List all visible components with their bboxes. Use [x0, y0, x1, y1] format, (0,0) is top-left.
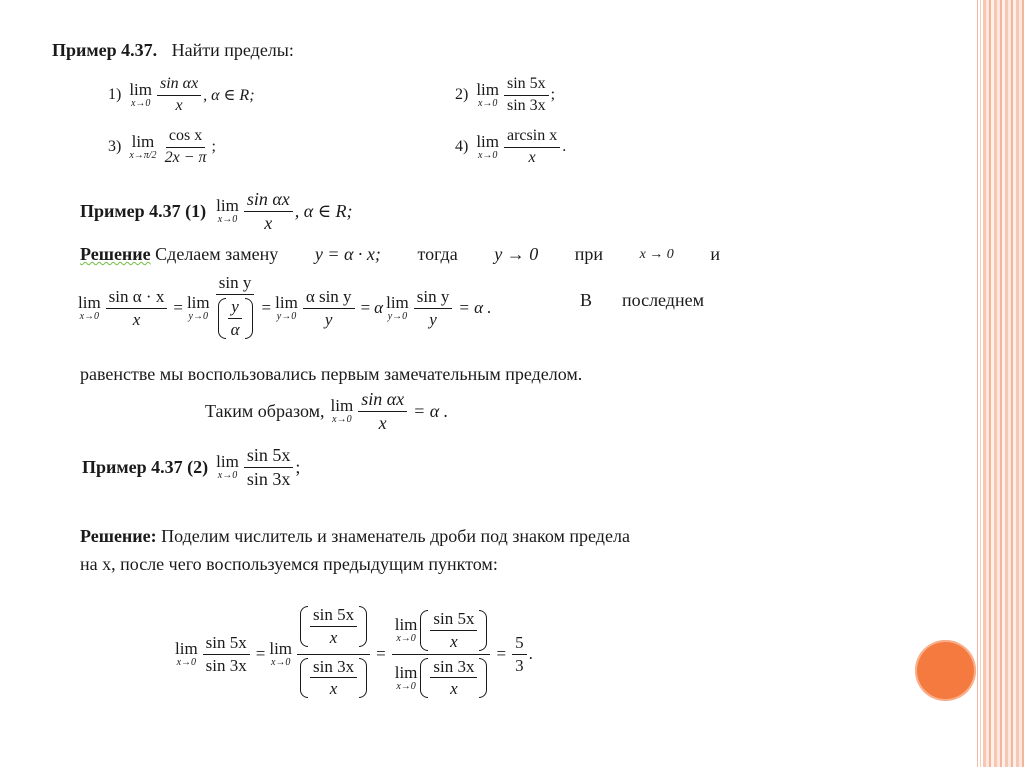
- compound-fraction: $\frac{\frac{\sin 5x}{x}}{\frac{\sin 3x}{x}}$: [297, 606, 370, 702]
- final-period: .: [528, 644, 533, 664]
- fraction: $\frac{\text{sin α · x}}{x}$: [106, 288, 168, 329]
- equals-sign: =: [173, 298, 183, 318]
- solution-1-line: [80, 244, 720, 265]
- word-when: при: [574, 244, 604, 264]
- word-and: и: [710, 244, 720, 264]
- lim-operator: lim x→0: [216, 452, 239, 482]
- solution-2-line-2: на x, после чего воспользуемся предыдущим пунктом:: [80, 554, 498, 574]
- fraction: $\frac{\text{cos x}}{2x - \pi}$: [164, 127, 207, 166]
- fraction: $\frac{\text{α sin y}}{y}$: [303, 288, 355, 329]
- lim-operator: lim x→0: [129, 80, 152, 110]
- result-fraction: $\frac{5}{3}$: [512, 634, 527, 675]
- task-2: [455, 76, 555, 115]
- fraction: $\frac{\text{sin y}}{\frac{y}{\alpha}}$: [215, 274, 256, 342]
- task-tail: ;: [211, 138, 216, 156]
- lim-operator: lim y→0: [386, 293, 409, 323]
- frame-line: [980, 0, 981, 767]
- task-3: [108, 128, 216, 167]
- word-in: В: [580, 290, 593, 310]
- solution-2-line-1: [80, 526, 630, 547]
- fraction: $\frac{\sin 5x}{\sin 3x}$: [203, 634, 250, 675]
- example-1-label: Пример 4.37 (1): [80, 200, 207, 221]
- substitution: y = α · x;: [314, 244, 381, 264]
- example-2-tail: ;: [295, 456, 301, 477]
- lim-operator: lim x→0: [269, 639, 293, 669]
- lim-operator: lim x→π/2: [129, 132, 157, 162]
- task-4: [455, 128, 566, 167]
- solution-2-label: Решение:: [80, 526, 157, 546]
- example-header: [52, 40, 294, 61]
- alpha: α: [374, 298, 384, 318]
- solution-2-text: Поделим числитель и знаменатель дроби под знаком предела: [161, 526, 630, 546]
- fraction: $\frac{\sin 5x}{\sin 3x}$: [504, 76, 549, 115]
- fraction: $\frac{\text{arcsin x}}{x}$: [504, 128, 560, 167]
- result: = α .: [458, 298, 492, 318]
- lim-operator: lim y→0: [275, 293, 298, 323]
- fraction: $\frac{\text{sin y}}{y}$: [414, 288, 453, 329]
- lim-operator: lim x→0: [476, 132, 499, 162]
- task-number: 1): [108, 86, 122, 104]
- example-2-label: Пример 4.37 (2): [82, 456, 209, 477]
- example-1-title: [80, 190, 353, 233]
- lim-operator: lim x→0: [216, 196, 239, 226]
- note-text: равенстве мы воспользовались первым замечательным пределом.: [80, 364, 583, 384]
- task-number: 3): [108, 138, 122, 156]
- header-task: Найти пределы:: [171, 40, 294, 60]
- task-tail: .: [562, 138, 567, 156]
- task-tail: , α ∈ R;: [203, 87, 255, 105]
- header-title: Пример 4.37.: [52, 40, 158, 60]
- lim-operator: lim x→0: [476, 80, 499, 110]
- equals-sign: =: [496, 644, 507, 664]
- lim-operator: lim x→0: [330, 396, 354, 426]
- condition-x: x → 0: [639, 246, 674, 262]
- fraction: $\frac{\text{sin αx}}{x}$: [157, 76, 201, 115]
- example-2-title: [82, 446, 300, 489]
- frame-line: [977, 0, 978, 767]
- solution-text: Сделаем замену: [155, 244, 279, 264]
- equals-sign: =: [261, 298, 272, 318]
- equality-chain: [78, 274, 492, 342]
- equals-sign: =: [376, 644, 386, 664]
- fraction: $\frac{\text{sin αx}}{x}$: [244, 190, 293, 233]
- task-tail: ;: [550, 86, 556, 104]
- thus-line: [205, 390, 448, 433]
- decorative-circle: [915, 640, 976, 701]
- word-last: последнем: [622, 290, 704, 310]
- decorative-stripes: [983, 0, 1024, 767]
- solution-label: Решение: [80, 244, 151, 264]
- word-then: тогда: [417, 244, 458, 264]
- thus-label: Таким образом,: [205, 400, 325, 421]
- lim-operator: lim x→0: [78, 293, 101, 323]
- fraction: $\frac{\sin 5x}{\sin 3x}$: [244, 446, 294, 489]
- task-number: 4): [455, 138, 469, 156]
- example-1-tail: , α ∈ R;: [294, 200, 353, 221]
- final-formula: [175, 606, 533, 702]
- fraction: $\frac{\text{sin αx}}{x}$: [358, 390, 407, 433]
- lim-operator: lim x→0: [175, 639, 198, 669]
- thus-result: = α .: [413, 400, 449, 421]
- equals-sign: =: [255, 644, 266, 664]
- condition-y: y → 0: [494, 244, 539, 264]
- task-number: 2): [455, 86, 469, 104]
- compound-fraction: lim x→0 $\frac{\sin 5x}{x}$ lim x→0 $\frac{\sin 3x}{x}$: [392, 610, 491, 698]
- equals-sign: =: [360, 298, 371, 318]
- parenthesized-fraction: $\frac{y}{\alpha}$: [218, 298, 253, 339]
- task-1: [108, 76, 255, 115]
- lim-operator: lim y→0: [186, 293, 210, 323]
